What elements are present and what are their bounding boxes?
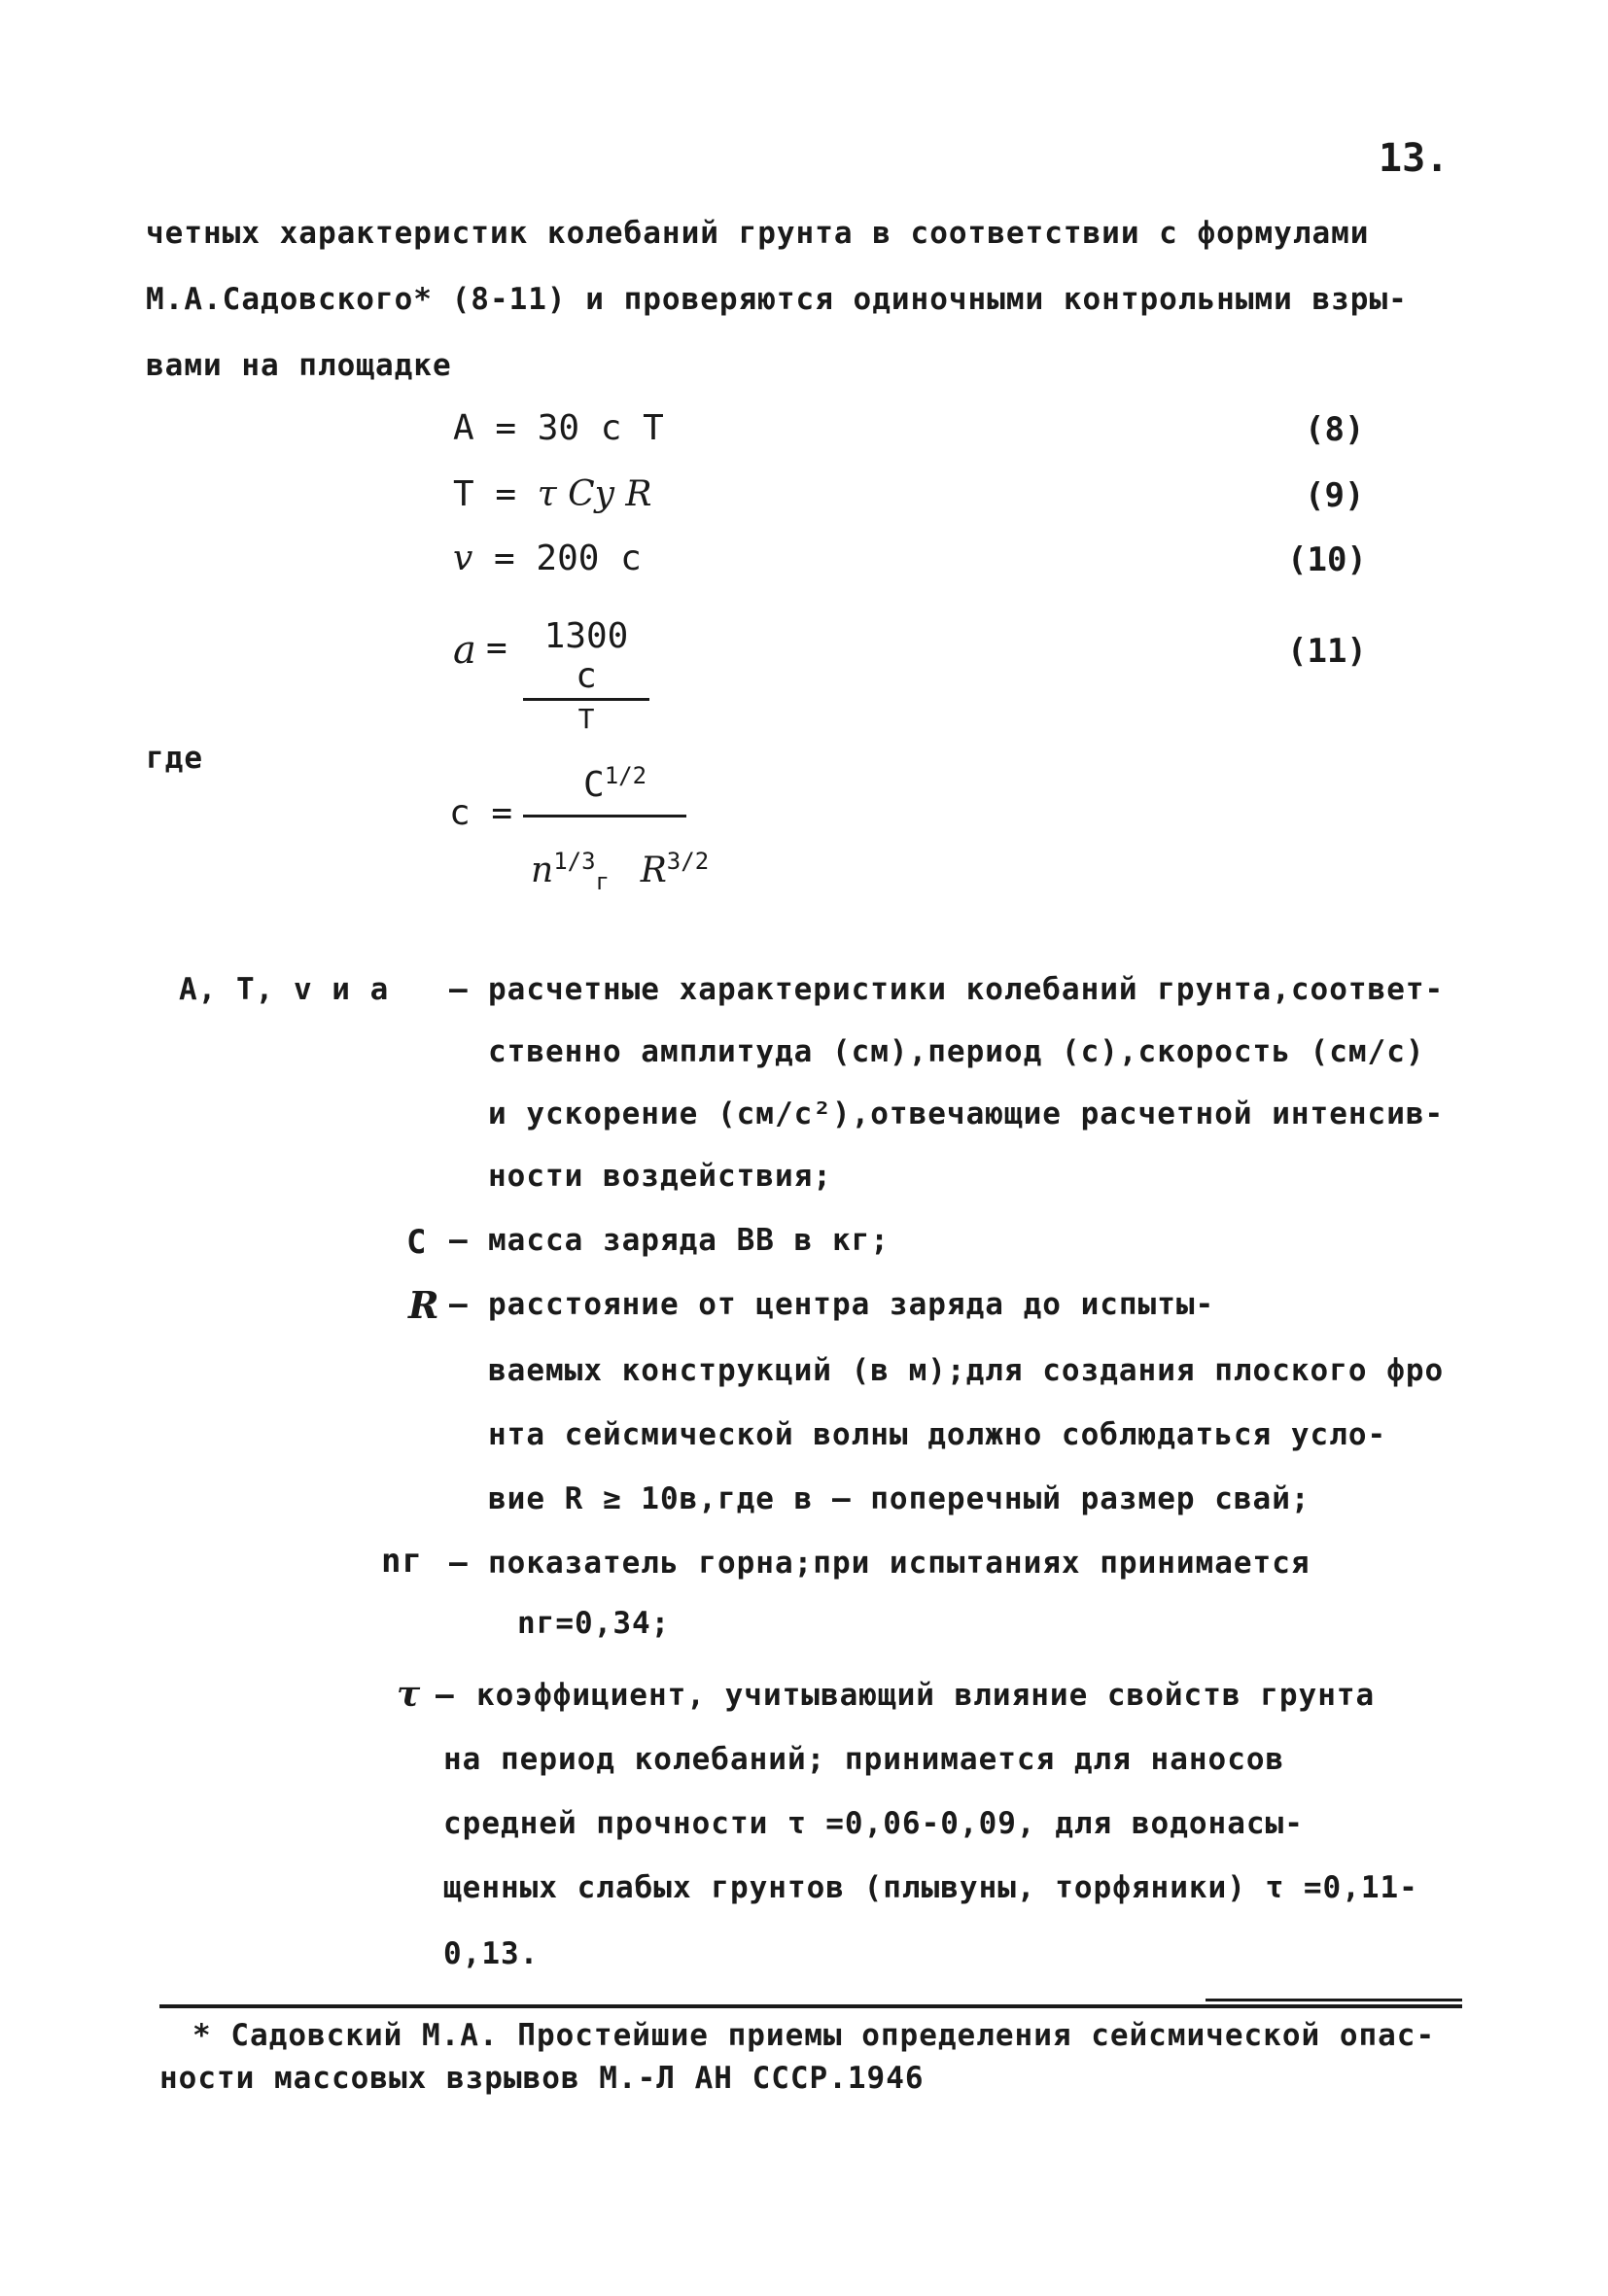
c-denominator-n: n <box>531 851 554 890</box>
intro-line-2: М.А.Садовского* (8-11) и проверяются одиночными контрольными взры- <box>146 282 1408 317</box>
c-numerator-exponent: 1/2 <box>604 762 647 789</box>
definition-tau-line-4: щенных слабых грунтов (плывуны, торфяники) τ =0,11- <box>443 1870 1418 1905</box>
definition-symbol-C: C <box>406 1223 428 1262</box>
definition-tau-line-2: на период колебаний; принимается для наносов <box>443 1742 1285 1777</box>
definition-dash: – <box>449 972 469 1007</box>
equation-11-fraction <box>523 616 649 735</box>
equation-10-number: (10) <box>1287 540 1367 579</box>
c-denominator <box>531 848 709 895</box>
definition-n-line-1: показатель горна;при испытаниях принимается <box>488 1546 1311 1581</box>
definition-symbol-n-g: nг <box>381 1542 423 1581</box>
equation-11-numerator: 1300 c <box>543 616 629 696</box>
equation-11-equals: = <box>486 628 507 668</box>
definition-dash: – <box>449 1287 469 1322</box>
footnote-line-2: ности массовых взрывов М.-Л АН СССР.1946 <box>159 2061 925 2096</box>
definition-1-line-4: ности воздействия; <box>488 1159 832 1194</box>
definition-symbol-A-T-v-a: A, T, v и a <box>179 972 390 1007</box>
c-denominator-R-exponent: 3/2 <box>666 848 710 875</box>
intro-line-1: четных характеристик колебаний грунта в соответствии с формулами <box>146 216 1370 251</box>
equation-10-rhs: 200 c <box>536 539 642 578</box>
definition-R-line-2: ваемых конструкций (в м);для создания плоского фро <box>488 1353 1445 1388</box>
c-denominator-R: R <box>640 851 667 890</box>
definition-1-line-1: расчетные характеристики колебаний грунта,соответ- <box>488 972 1445 1007</box>
definition-1-line-2: ственно амплитуда (см),период (с),скорость (см/с) <box>488 1034 1425 1069</box>
equation-9-lhs: T <box>453 474 474 514</box>
definition-tau-line-5: 0,13. <box>443 1936 540 1971</box>
footnote-rule <box>159 2004 1462 2008</box>
definition-tau-line-3: средней прочности τ =0,06-0,09, для водонасы- <box>443 1806 1304 1841</box>
page-number: 13. <box>1379 136 1450 181</box>
intro-line-3: вами на площадке <box>146 348 452 383</box>
definition-dash: – <box>449 1546 469 1581</box>
definition-dash: – <box>436 1678 455 1713</box>
where-label: где <box>146 741 203 776</box>
c-numerator <box>583 762 647 805</box>
definition-symbol-tau: τ <box>397 1674 422 1715</box>
equation-9-rhs: τ Cy R <box>537 474 652 514</box>
equation-10-lhs: v <box>453 539 473 578</box>
definition-tau-line-1: коэффициент, учитывающий влияние свойств грунта <box>476 1678 1376 1713</box>
c-denominator-n-subscript: г <box>595 868 610 896</box>
definition-R-line-3: нта сейсмической волны должно соблюдаться усло- <box>488 1417 1387 1452</box>
equation-8-number: (8) <box>1305 410 1365 449</box>
definition-1-line-3: и ускорение (см/с²),отвечающие расчетной интенсив- <box>488 1096 1445 1131</box>
definition-R-line-4: вие R ≥ 10в,где в – поперечный размер свай; <box>488 1481 1311 1516</box>
equation-9-number: (9) <box>1305 476 1365 515</box>
definition-symbol-R: R <box>408 1283 440 1327</box>
equation-11-lhs: a <box>453 628 476 673</box>
equation-11-denominator: T <box>577 703 595 735</box>
equation-11-number: (11) <box>1287 632 1367 671</box>
footnote-rule-accent <box>1206 1999 1462 2001</box>
c-lhs: c = <box>449 793 513 833</box>
definition-n-line-2: nг=0,34; <box>517 1606 671 1641</box>
equation-8: A = 30 c T <box>453 408 664 448</box>
c-numerator-base: C <box>583 765 605 805</box>
c-denominator-n-exponent: 1/3 <box>553 848 596 875</box>
c-fraction-bar <box>523 815 686 818</box>
definition-C-line-1: масса заряда ВВ в кг; <box>488 1223 890 1258</box>
definition-dash: – <box>449 1223 469 1258</box>
equation-8-rhs: 30 c T <box>537 408 664 448</box>
equation-8-lhs: A <box>453 408 474 448</box>
equation-11-bar <box>523 698 649 701</box>
equation-10: v = 200 c <box>453 539 642 578</box>
footnote-line-1: * Садовский М.А. Простейшие приемы определения сейсмической опас- <box>192 2018 1436 2053</box>
equation-9: T = τ Cy R <box>453 474 652 514</box>
definition-R-line-1: расстояние от центра заряда до испыты- <box>488 1287 1215 1322</box>
